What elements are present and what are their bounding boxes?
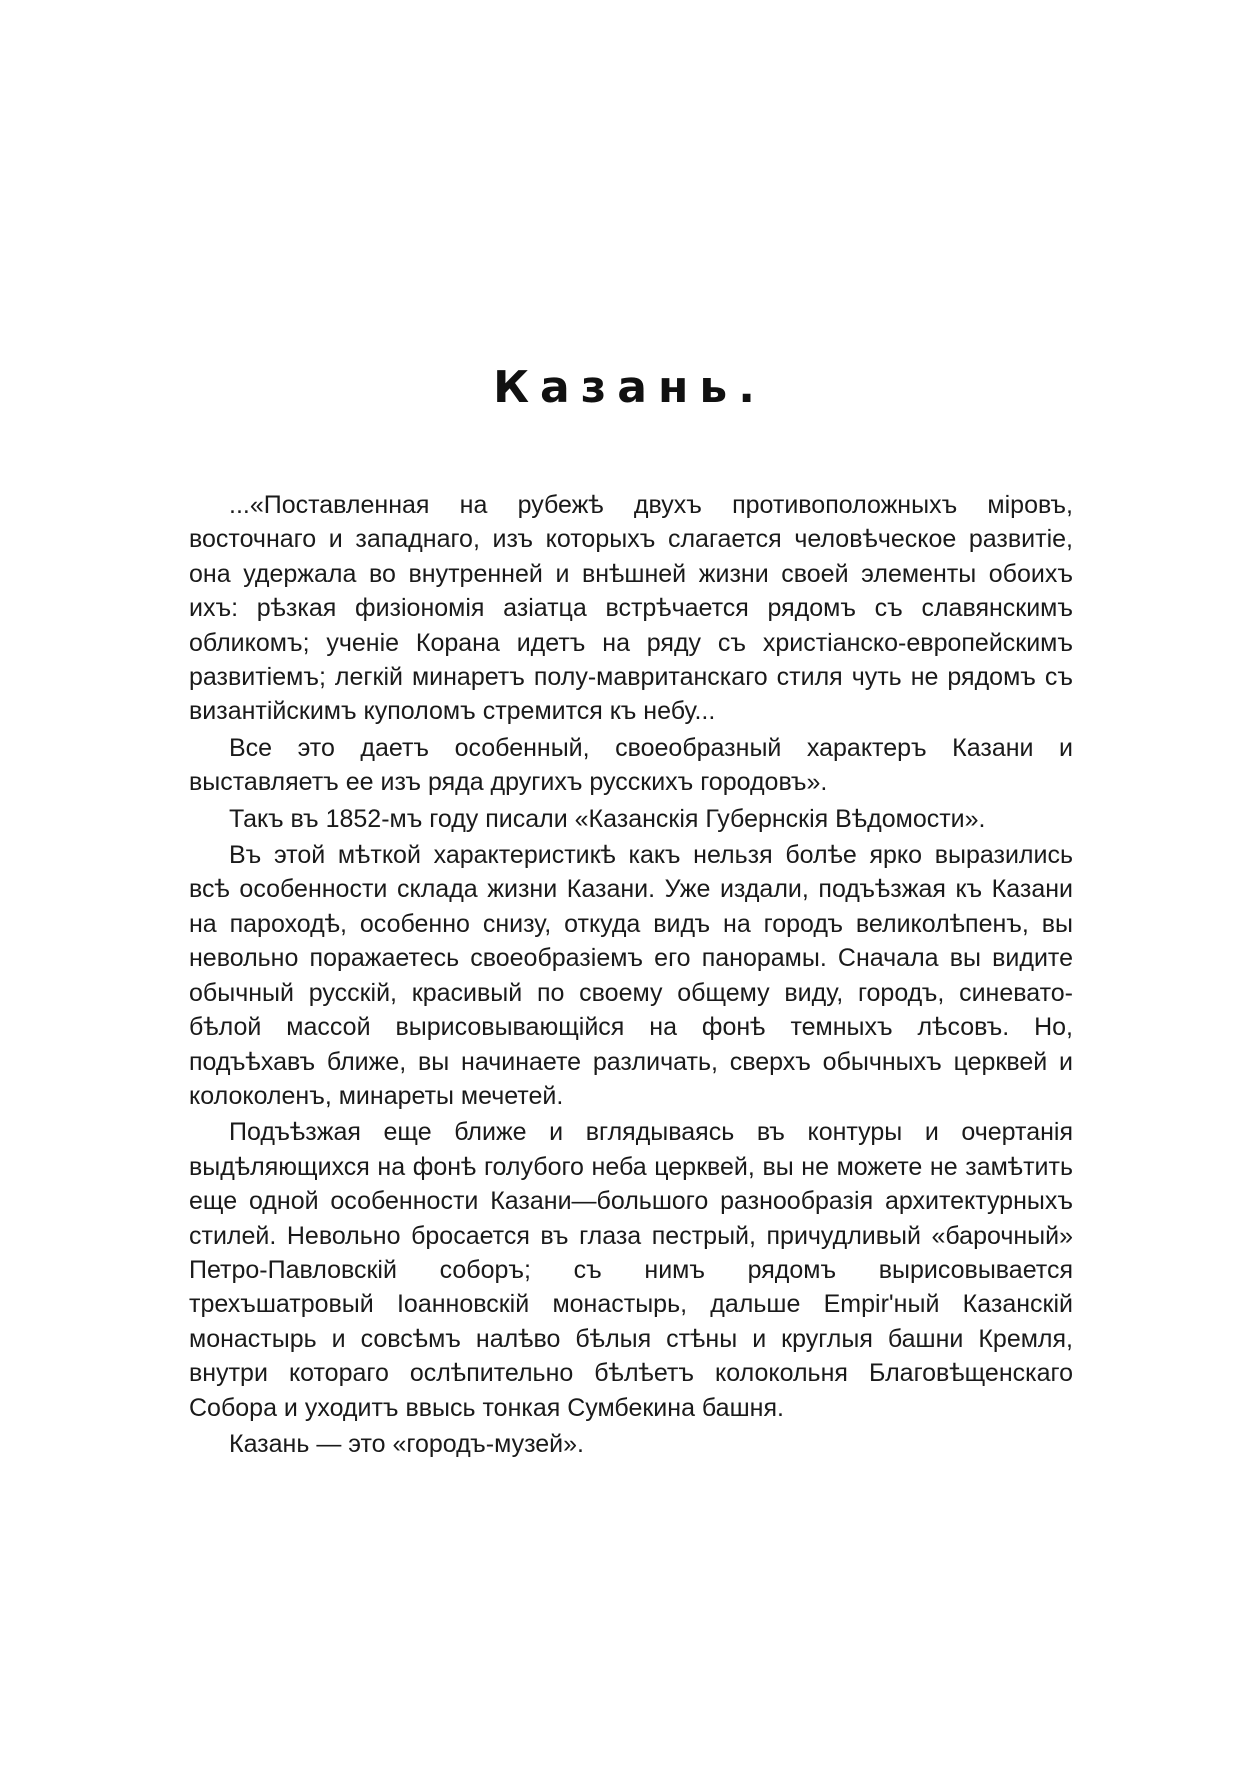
paragraph-panorama: Въ этой мѣткой характеристикѣ какъ нельзя болѣе ярко выразились всѣ особенности склада жизни Казани. Уже издали, подъѣзжая къ Казани на пароходѣ, особенно снизу, откуда видъ на городъ великолѣпенъ, вы невольно поражаетесь своеобразіемъ его панорамы. Сначала вы видите обычный русскій, красивый по своему общему виду, городъ, синевато-бѣлой массой вырисовывающійся на фонѣ темныхъ лѣсовъ. Но, подъѣхавъ ближе, вы начинаете различать, сверхъ обычныхъ церквей и колоколенъ, минареты мечетей. [189,841,1073,1110]
paragraph-quote-end: Все это даетъ особенный, своеобразный характеръ Казани и выставляетъ ее изъ ряда другихъ русскихъ городовъ». [189,733,1073,797]
body-text [189,488,1073,1461]
paragraph-architecture: Подъѣзжая еще ближе и вглядываясь въ контуры и очертанія выдѣляющихся на фонѣ голубого неба церквей, вы не можете не замѣтить еще одной особенности Казани—большого разнообразія архитектурныхъ стилей. Невольно бросается въ глаза пестрый, причудливый «барочный» Петро-Павловскій соборъ; съ нимъ рядомъ вырисовывается трехъшатровый Іоанновскій монастырь, дальше Empir'ный Казанскій монастырь и совсѣмъ налѣво бѣлыя стѣны и круглыя башни Кремля, внутри котораго ослѣпительно бѣлѣетъ колокольня Благовѣщенскаго Собора и уходитъ ввысь тонкая Сумбекина башня. [189,1118,1073,1422]
paragraph-city-museum: Казань — это «городъ-музей». [229,1429,584,1458]
page-title: Казань. [493,362,766,413]
paragraph-source: Такъ въ 1852-мъ году писали «Казанскія Губернскія Вѣдомости». [229,804,986,833]
paragraph-quote-intro: ...«Поставленная на рубежѣ двухъ противоположныхъ міровъ, восточнаго и западнаго, изъ которыхъ слагается человѣческое развитіе, она удержала во внутренней и внѣшней жизни своей элементы обоихъ ихъ: рѣзкая физіономія азіатца встрѣчается рядомъ съ славянскимъ обликомъ; ученіе Корана идетъ на ряду съ христіанско-европейскимъ развитіемъ; легкій минаретъ полу-мавританскаго стиля чуть не рядомъ съ византійскимъ куполомъ стремится къ небу... [189,491,1073,726]
